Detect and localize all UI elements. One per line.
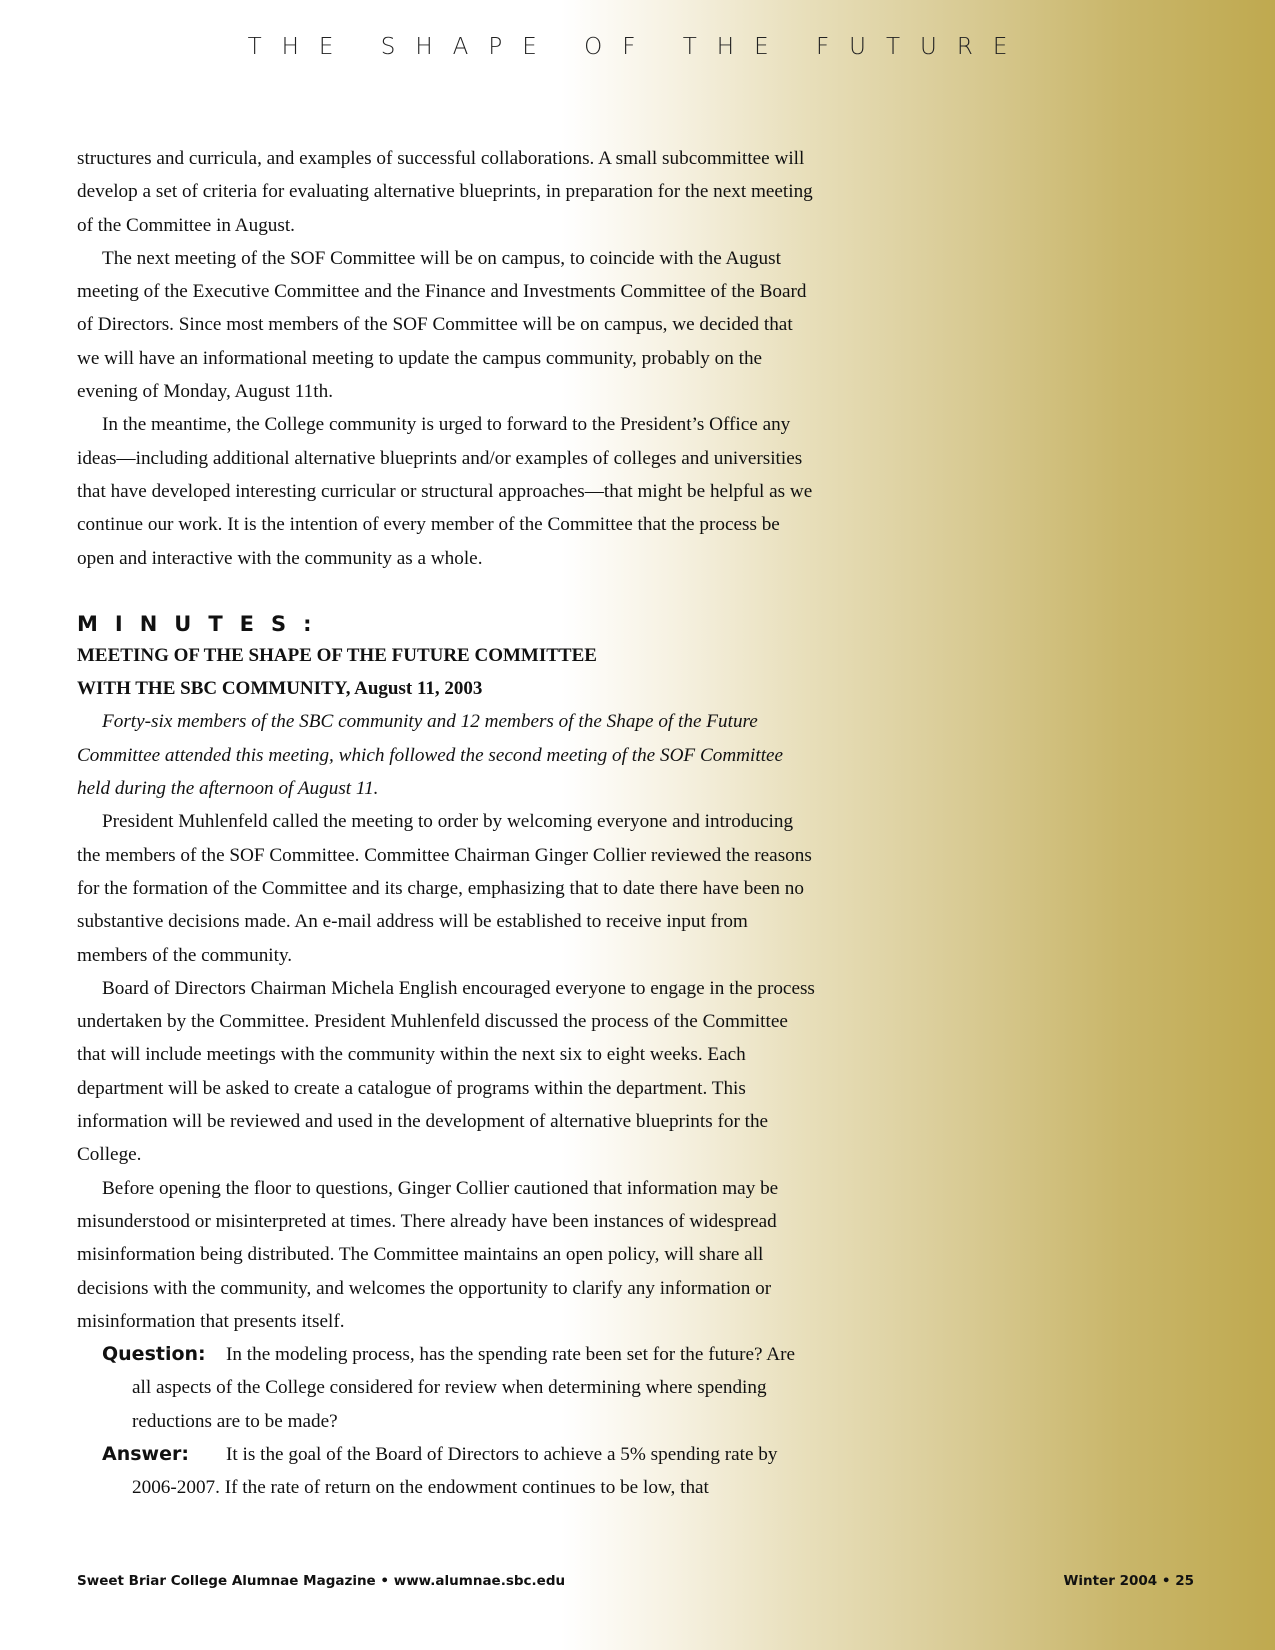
answer-label: Answer: bbox=[102, 1442, 189, 1465]
minutes-heading-line-1: MEETING OF THE SHAPE OF THE FUTURE COMMITTEE bbox=[77, 644, 597, 666]
footer-issue-page: Winter 2004 • 25 bbox=[1063, 1573, 1194, 1589]
question-text: In the modeling process, has the spending rate been set for the future? Are all aspects of the College considered for review when determining where spending reductions are to be made? bbox=[132, 1344, 796, 1432]
article-body bbox=[77, 142, 817, 1505]
body-paragraph-2: The next meeting of the SOF Committee will be on campus, to coincide with the August meeting of the Executive Committee and the Finance and Investments Committee of the Board of Directors. Since most members of the SOF Committee will be on campus, we decided that we will have an informational meeting to update the campus community, probably on the evening of Monday, August 11th. bbox=[77, 247, 807, 403]
minutes-intro: Forty-six members of the SBC community and 12 members of the Shape of the Future Committee attended this meeting, which followed the second meeting of the SOF Committee held during the afternoon of August 11. bbox=[77, 711, 784, 800]
minutes-heading-line-2: WITH THE SBC COMMUNITY, August 11, 2003 bbox=[77, 678, 483, 700]
minutes-paragraph-1: President Muhlenfeld called the meeting to order by welcoming everyone and introducing the members of the SOF Committee. Committee Chairman Ginger Collier reviewed the reasons for the formation of the Committee and its charge, emphasizing that to date there have been no substantive decisions made. An e-mail address will be established to receive input from members of the community. bbox=[77, 811, 812, 966]
answer-text: It is the goal of the Board of Directors to achieve a 5% spending rate by 2006-2007. If the rate of return on the endowment continues to be low, that bbox=[132, 1443, 778, 1499]
footer-publication: Sweet Briar College Alumnae Magazine • www.alumnae.sbc.edu bbox=[77, 1573, 566, 1589]
minutes-paragraph-2: Board of Directors Chairman Michela English encouraged everyone to engage in the process undertaken by the Committee. President Muhlenfeld discussed the process of the Committee that will include meetings with the community within the next six to eight weeks. Each department will be asked to create a catalogue of programs within the department. This information will be reviewed and used in the development of alternative blueprints for the College. bbox=[77, 977, 815, 1166]
question-block bbox=[77, 1338, 817, 1438]
question-label: Question: bbox=[102, 1343, 206, 1366]
body-paragraph-1: structures and curricula, and examples of successful collaborations. A small subcommittee will develop a set of criteria for evaluating alternative blueprints, in preparation for the next meeting of the Committee in August. bbox=[77, 148, 813, 236]
page-header-title: THE SHAPE OF THE FUTURE bbox=[247, 34, 1028, 60]
minutes-paragraph-3: Before opening the floor to questions, Ginger Collier cautioned that information may be misunderstood or misinterpreted at times. There already have been instances of widespread misinformation being distributed. The Committee maintains an open policy, will share all decisions with the community, and welcomes the opportunity to clarify any information or misinformation that presents itself. bbox=[77, 1177, 779, 1332]
minutes-label: MINUTES: bbox=[77, 611, 329, 636]
answer-block bbox=[77, 1438, 817, 1505]
body-paragraph-3: In the meantime, the College community is urged to forward to the President’s Office any ideas—including additional alternative blueprints and/or examples of colleges and universities that have developed interesting curricular or structural approaches—that might be helpful as we continue our work. It is the intention of every member of the Committee that the process be open and interactive with the community as a whole. bbox=[77, 414, 813, 569]
